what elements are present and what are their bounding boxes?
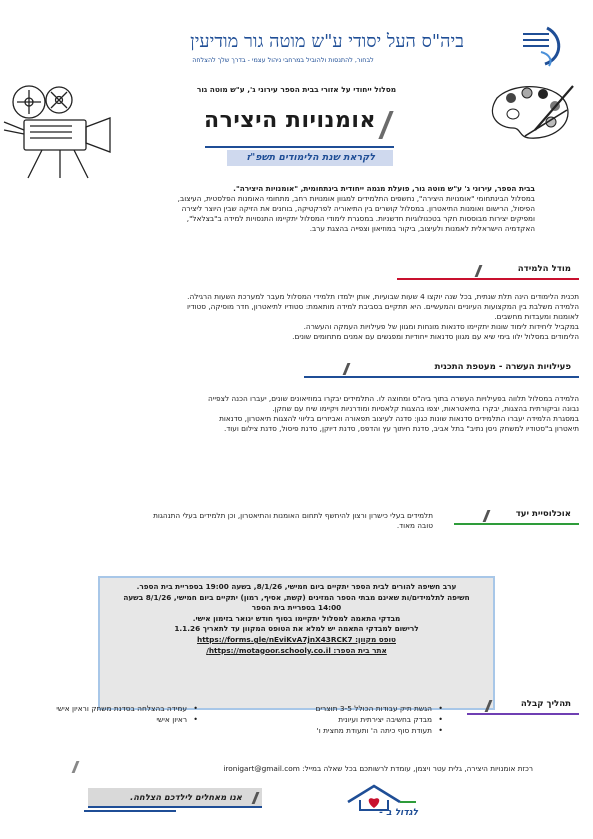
list-item: • הגשת תיק עבודות הכולל 3-5 תוצרים	[315, 704, 443, 715]
closing-rule	[84, 810, 176, 812]
section-slash	[484, 700, 491, 712]
info-line: מבדקי התאמה למסלול יתקיימו בסוף חודש ינואר בזימון אישי.	[192, 613, 401, 623]
list-item: • ראיון אישי	[56, 715, 198, 726]
model-line: במקביל ליחידות לימוד שונות יתקיימו סדנאות מונחות ומגוון של פעילויות העמקה והעשרה.	[303, 322, 579, 331]
school-name: ביה"ס העל יסודי ע"ש מוטה גור מודיעין	[190, 31, 464, 52]
closing-text: אנו מאחלים לילדכם הצלחה.	[130, 792, 242, 802]
school-tagline: לבחור, להתנסות ולהוביל במרחבי ניהול עצמי - בדרך שלך להצלחה	[192, 56, 374, 64]
section-title: מודל הלמידה	[517, 264, 571, 274]
intro-line: ומפיקים יצירות מבוססות חקר בטכנולוגיות חדשניות. במסגרת לימודי המסלול יתקיימו התנסויות למידה ב"בצלאל",	[186, 214, 535, 223]
contact-line: רכזת אומנויות היצירה, גלית עטר ויצמן, עומדת לרשותכם בכל שאלה במייל: ironigart@gmail.com	[223, 764, 533, 773]
model-line: הלימודים במסלול ילוו בימי שיא עם מגוון סדנאות ייחודיות ומפגשים עם אמנים מתחומים שונים.	[292, 332, 579, 341]
info-box	[98, 576, 495, 710]
section-header-activities	[304, 360, 579, 378]
main-title: אומנויות היצירה	[203, 108, 376, 133]
list-item: • עמידה בהצלחה בסדנת משחק וראיון אישי	[56, 704, 198, 715]
model-line: הלמידה משלבת בין המקצועות העיוניים והמעשיים. היא תתקיים בסביבת למידה מותאמת: סטודיו לתיאטרון, חדר מוסיקה, סטודיו	[186, 302, 579, 311]
section-slash	[342, 363, 349, 375]
section-title: תהליך קבלה	[520, 699, 571, 709]
intro-line: במסלול הבינתחומי "אומנויות היצירה", נחשפים התלמידים למגוון אומנויות רחב, מתחומי האומנות הפלסטית, העיצוב,	[177, 194, 535, 203]
closing-slash	[251, 792, 258, 804]
section-header-model	[397, 262, 579, 280]
intro-line: הפיסול, הרישום ואומנות התיאטרון. במסלול קושרים בין התיאוריה לפרקטיקה, בוחנים את הזיקה שבין היוצר ליצירה	[181, 204, 535, 213]
section-title: פעילויות העשרה - מעטפת התכנית	[434, 362, 571, 372]
activities-line: נבונה וביקורתית בהצגות, יבקרו בתיאטראות, יצפו בהצגות קלאסיות ומודרניות ויקיימו שיח עם שחקן.	[272, 404, 579, 413]
section-slash	[474, 265, 481, 277]
section-title: אוכלוסיית יעד	[515, 509, 571, 519]
school-logo-icon	[519, 24, 565, 68]
lgodol-text: לגדול ב -	[379, 808, 418, 818]
list-item: • מבדק בחשיבה יצירתית ועיונית	[315, 715, 443, 726]
website-link[interactable]: אתר בית הספר: https://motagoor.schooly.co.il/	[206, 645, 387, 655]
section-header-audience	[454, 507, 579, 525]
track-line: מסלול ייחודי על אזורי בבית הספר עירוני ג', ע"ש מוטה גור	[196, 85, 397, 94]
info-line: לרישום למבדקי התאמה יש למלא את הטופס המקוון עד לתאריך 1.1.26	[174, 624, 419, 634]
activities-line: תיאטרון ב"סטודיו למשחק ניסן נתיב" בתל אביב, סדנת חיתוך עץ והדפס, סדנת דיוקן, סדנת פיסול, סדנת צילום ועוד.	[224, 424, 579, 433]
lgodol-logo	[326, 782, 422, 826]
intro-line: האקדמיה הישראלית לאמנות ולעיצוב, ביקור במוזיאון וצפייה בהצגת ערב.	[309, 224, 535, 233]
info-line: ערב חשיפה להורים לבית הספר יתקיים ביום חמישי, 8/1/26, בשעה 19:00 בספריית בית הספר.	[136, 582, 457, 591]
audience-line: תלמידים בעלי כישרון ורצון להיחשף לתחום האומנות והתיאטרון, וכן תלמידים בעלי התנהגות	[153, 511, 433, 520]
activities-line: במסגרת הלמידה יעברו התלמידים סדנאות שונות כגון: סדנה לעיצוב תפאורה ואביזרים בליווי להצגות תיאטרון, סדנאות	[219, 414, 579, 423]
palette-icon	[485, 80, 575, 146]
info-line: חשיפה לתלמידים/ות שאינם מבתי הספר המזינים (קשת, אסיף, רמון) יתקיים ביום חמישי, 8/1/26 בשעה	[123, 592, 470, 602]
subtitle-tag	[227, 150, 393, 166]
section-header-admission	[467, 697, 579, 715]
list-item: • תעודת סוף כיתה ה' ותעודת מחצית ו'	[315, 726, 443, 737]
intro-text	[47, 184, 535, 234]
audience-text	[93, 511, 433, 531]
model-line: תכנית הלימודים הינה תלת שנתית, בכל שנה יוקצו 4 שעות שבועיות, אותן ילמדו תלמידי המסלול מעבר למערכת השעות הרגילה.	[187, 292, 579, 301]
main-title-box	[203, 106, 394, 146]
activities-line: הלמידה במסלול תלווה בפעילויות העשרה בתוך ביה"ס ומחוצה לו. התלמידים יבקרו במוזיאונים שונים, יעברו הכנה לצפייה	[208, 394, 579, 403]
model-text	[19, 292, 579, 342]
admission-list-a	[315, 704, 443, 736]
audience-line: טובה מאוד.	[396, 521, 433, 530]
closing-tag	[88, 788, 262, 808]
title-slash	[378, 111, 393, 139]
intro-line: בבית הספר, עירוני ג' ע"ש מוטה גור, פועלת מגמה ייחודית בינתחומית, "אומנויות היצירה".	[233, 184, 535, 193]
section-slash	[482, 510, 489, 522]
admission-list-b	[56, 704, 198, 726]
subtitle: לקראת שנת הלימודים תשפ"ז	[246, 152, 375, 163]
model-line: לאומנות ומעבדות מחשבים.	[494, 312, 579, 321]
title-rule	[205, 146, 394, 148]
form-link[interactable]: טופס מקוון: https://forms.gle/nEviKvA7jnX43RCK7	[197, 634, 396, 644]
activities-text	[19, 394, 579, 434]
info-line: 14:00 בספריית בית הספר	[251, 603, 342, 613]
film-camera-icon	[2, 82, 122, 182]
